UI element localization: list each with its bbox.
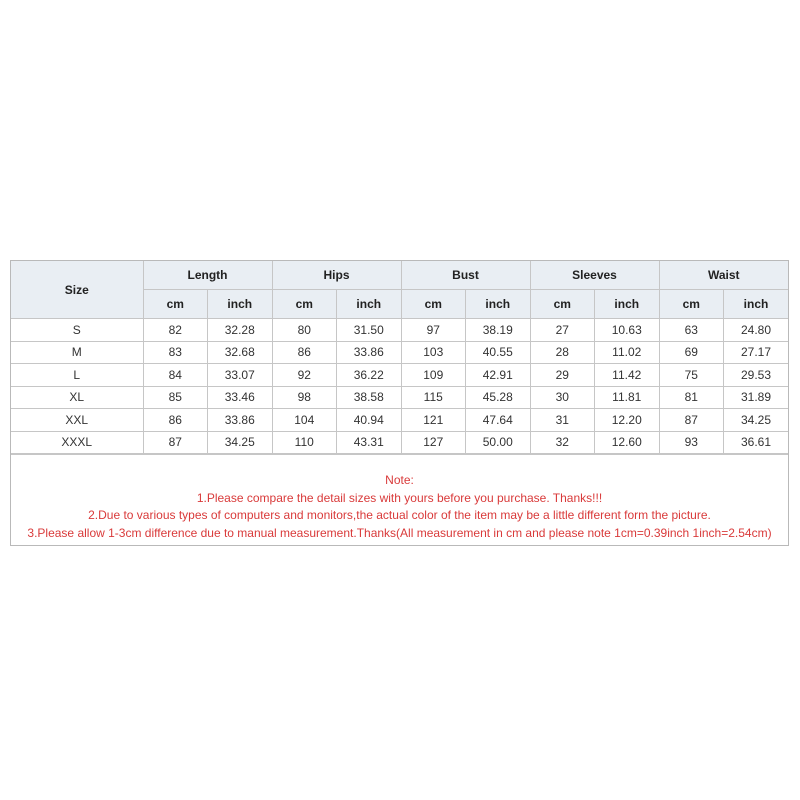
table-cell: 75 [659,364,724,387]
table-cell: 33.07 [208,364,273,387]
table-cell: 104 [272,409,337,432]
unit-header: cm [143,290,208,319]
table-cell: 30 [530,386,595,409]
table-cell: 40.55 [466,341,531,364]
table-row [11,386,788,409]
table-row [11,409,788,432]
table-cell: 24.80 [724,319,789,342]
table-cell: 36.22 [337,364,402,387]
table-cell: 80 [272,319,337,342]
table-cell: 81 [659,386,724,409]
unit-header: inch [466,290,531,319]
table-cell: 28 [530,341,595,364]
table-cell: 32.28 [208,319,273,342]
unit-header: inch [337,290,402,319]
unit-header: cm [530,290,595,319]
table-cell: 103 [401,341,466,364]
note-title: Note: [385,473,414,487]
notes-section [11,454,788,545]
table-cell: 50.00 [466,431,531,454]
table-row [11,319,788,342]
table-row [11,341,788,364]
table-cell: 82 [143,319,208,342]
unit-header: inch [595,290,660,319]
size-cell: M [11,341,143,364]
bust-header: Bust [401,261,530,290]
table-cell: 97 [401,319,466,342]
table-cell: 32 [530,431,595,454]
table-cell: 33.86 [208,409,273,432]
table-cell: 127 [401,431,466,454]
table-cell: 10.63 [595,319,660,342]
size-header: Size [11,261,143,319]
table-cell: 27 [530,319,595,342]
table-row [11,431,788,454]
table-cell: 47.64 [466,409,531,432]
length-header: Length [143,261,272,290]
note-line: 2.Due to various types of computers and monitors,the actual color of the item may be a little different form the picture. [88,508,711,522]
size-table [11,261,788,454]
table-row [11,364,788,387]
table-cell: 38.19 [466,319,531,342]
waist-header: Waist [659,261,788,290]
table-cell: 34.25 [208,431,273,454]
table-header-group-row [11,261,788,290]
unit-header: cm [659,290,724,319]
size-cell: XXL [11,409,143,432]
table-cell: 85 [143,386,208,409]
table-cell: 83 [143,341,208,364]
table-cell: 45.28 [466,386,531,409]
note-line: 1.Please compare the detail sizes with yours before you purchase. Thanks!!! [196,490,603,505]
table-cell: 43.31 [337,431,402,454]
table-cell: 40.94 [337,409,402,432]
table-cell: 11.81 [595,386,660,409]
size-cell: L [11,364,143,387]
table-cell: 29.53 [724,364,789,387]
table-cell: 109 [401,364,466,387]
unit-header: inch [208,290,273,319]
unit-header: cm [272,290,337,319]
table-cell: 110 [272,431,337,454]
table-cell: 12.20 [595,409,660,432]
table-cell: 115 [401,386,466,409]
table-cell: 87 [143,431,208,454]
table-cell: 84 [143,364,208,387]
table-cell: 86 [272,341,337,364]
table-cell: 33.46 [208,386,273,409]
table-cell: 63 [659,319,724,342]
table-body [11,319,788,454]
table-cell: 12.60 [595,431,660,454]
table-cell: 87 [659,409,724,432]
table-cell: 98 [272,386,337,409]
table-cell: 33.86 [337,341,402,364]
size-chart [10,260,789,546]
table-cell: 34.25 [724,409,789,432]
table-cell: 92 [272,364,337,387]
size-cell: XXXL [11,431,143,454]
table-cell: 36.61 [724,431,789,454]
table-cell: 31.50 [337,319,402,342]
table-cell: 93 [659,431,724,454]
table-cell: 11.02 [595,341,660,364]
table-cell: 42.91 [466,364,531,387]
table-cell: 38.58 [337,386,402,409]
note-line: 3.Please allow 1-3cm difference due to manual measurement.Thanks(All measurement in cm and please note 1cm=0.39inch 1inch=2.54cm) [27,525,772,540]
table-cell: 29 [530,364,595,387]
hips-header: Hips [272,261,401,290]
sleeves-header: Sleeves [530,261,659,290]
table-cell: 69 [659,341,724,364]
table-cell: 31 [530,409,595,432]
table-cell: 121 [401,409,466,432]
size-cell: S [11,319,143,342]
table-cell: 31.89 [724,386,789,409]
unit-header: inch [724,290,789,319]
size-cell: XL [11,386,143,409]
table-cell: 86 [143,409,208,432]
table-cell: 11.42 [595,364,660,387]
unit-header: cm [401,290,466,319]
table-cell: 32.68 [208,341,273,364]
table-cell: 27.17 [724,341,789,364]
